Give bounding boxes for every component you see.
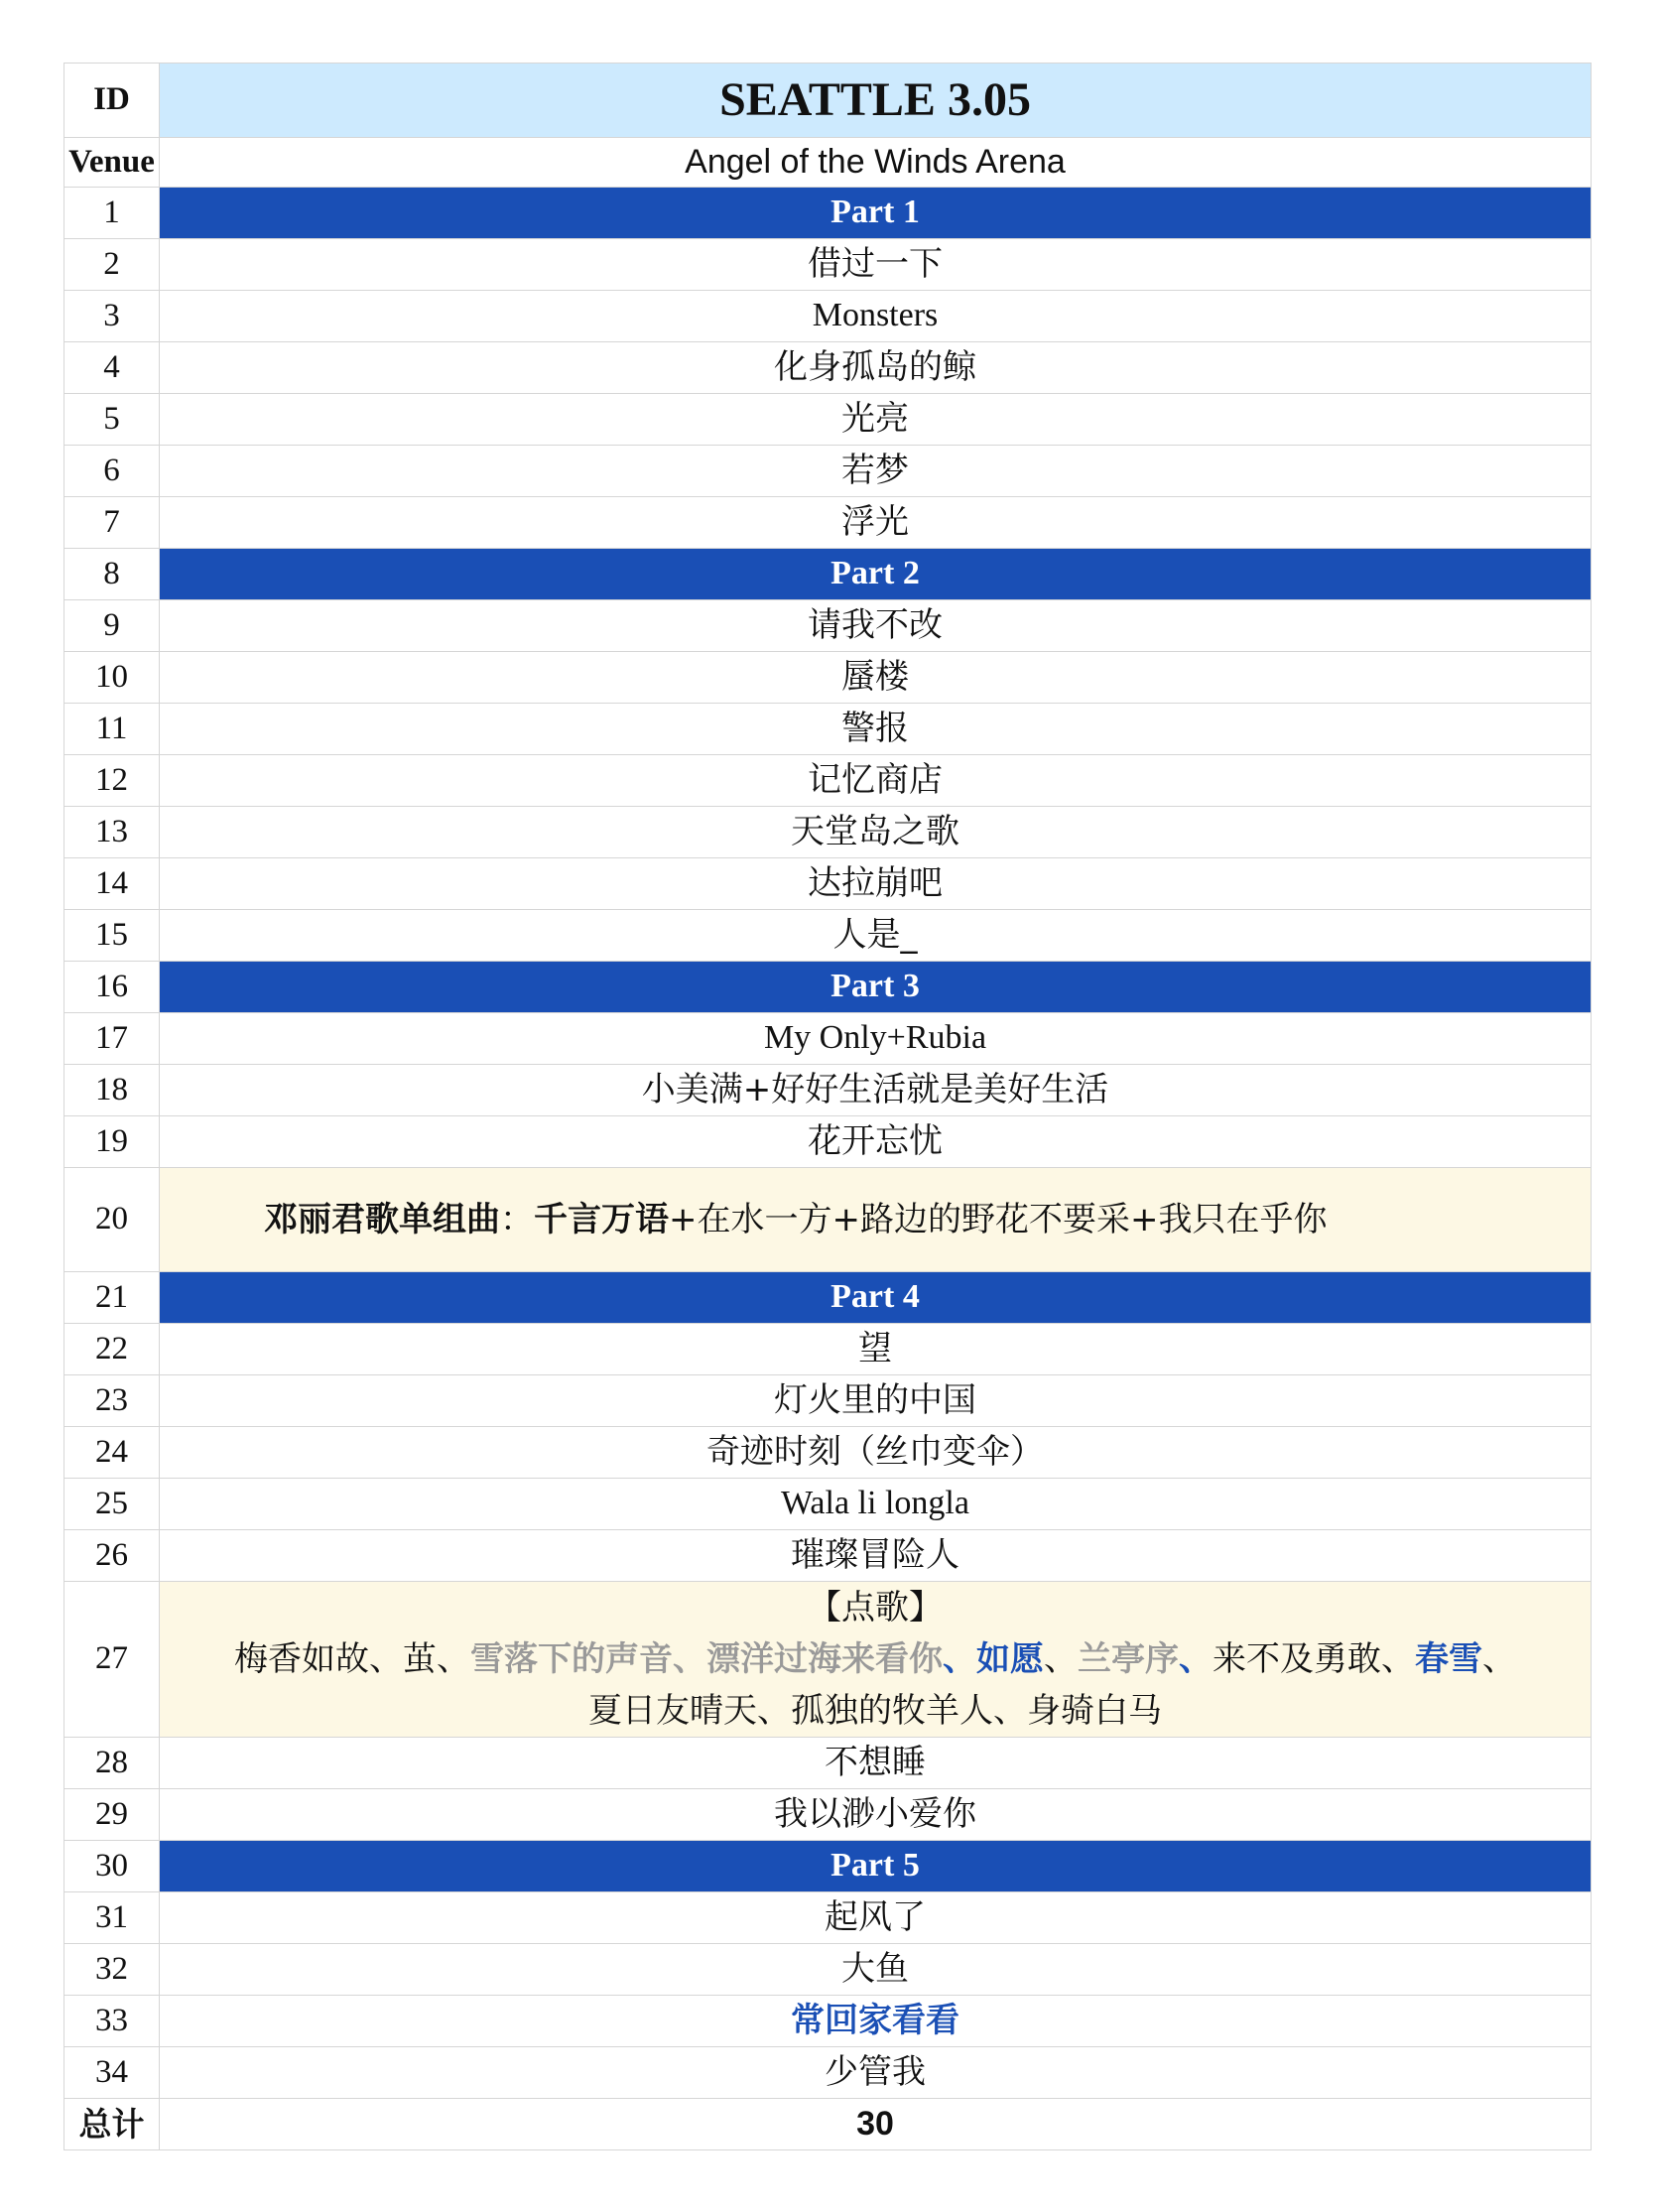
part-header: Part 3	[160, 962, 1592, 1013]
song-title: 人是_	[160, 910, 1592, 962]
row-id: 21	[64, 1272, 160, 1324]
song-row	[64, 1479, 1592, 1530]
song-row	[64, 1996, 1592, 2047]
title-row	[64, 64, 1592, 138]
song-title: 花开忘忧	[160, 1116, 1592, 1168]
medley-first-song: 千言万语	[534, 1199, 669, 1239]
setlist-table	[64, 63, 1592, 2150]
row-id: 5	[64, 394, 160, 446]
row-id: 23	[64, 1375, 160, 1427]
song-title: 请我不改	[160, 600, 1592, 652]
song-title: 借过一下	[160, 239, 1592, 291]
song-title: My Only+Rubia	[160, 1013, 1592, 1065]
song-title: 望	[160, 1324, 1592, 1375]
song-row	[64, 1944, 1592, 1996]
song-row	[64, 910, 1592, 962]
song-title: 我以渺小爱你	[160, 1789, 1592, 1841]
row-id: 27	[64, 1582, 160, 1738]
request-song-grey: 雪落下的声音、漂洋过海来看你	[470, 1639, 943, 1679]
request-cell	[160, 1582, 1592, 1738]
song-title: 起风了	[160, 1892, 1592, 1944]
row-id: 8	[64, 549, 160, 600]
row-id: 25	[64, 1479, 160, 1530]
part-row	[64, 1272, 1592, 1324]
row-id: 3	[64, 291, 160, 342]
song-row	[64, 446, 1592, 497]
row-id: 14	[64, 858, 160, 910]
song-title: 达拉崩吧	[160, 858, 1592, 910]
row-id: 30	[64, 1841, 160, 1892]
request-row	[64, 1582, 1592, 1738]
row-id: 22	[64, 1324, 160, 1375]
song-title-highlighted: 常回家看看	[160, 1996, 1592, 2047]
row-id: 7	[64, 497, 160, 549]
request-separator: 、	[1044, 1639, 1078, 1679]
request-songs	[160, 1633, 1591, 1685]
song-title: 记忆商店	[160, 755, 1592, 807]
song-row	[64, 1013, 1592, 1065]
medley-title: 邓丽君歌单组曲	[264, 1199, 500, 1239]
song-title: 少管我	[160, 2047, 1592, 2099]
row-id: 24	[64, 1427, 160, 1479]
song-row	[64, 239, 1592, 291]
row-id: 19	[64, 1116, 160, 1168]
part-row	[64, 962, 1592, 1013]
song-title: 蜃楼	[160, 652, 1592, 704]
song-title: 奇迹时刻（丝巾变伞）	[160, 1427, 1592, 1479]
request-separator: 、	[1482, 1639, 1516, 1679]
song-row	[64, 291, 1592, 342]
medley-cell	[160, 1168, 1592, 1272]
venue-name: Angel of the Winds Arena	[160, 138, 1592, 188]
song-title: 光亮	[160, 394, 1592, 446]
row-id: 20	[64, 1168, 160, 1272]
part-row	[64, 188, 1592, 239]
song-row	[64, 858, 1592, 910]
song-row	[64, 2047, 1592, 2099]
row-id: 13	[64, 807, 160, 858]
request-song-blue: 如愿	[976, 1639, 1044, 1679]
song-row	[64, 1116, 1592, 1168]
medley-separator: ：	[500, 1199, 534, 1239]
row-id: 12	[64, 755, 160, 807]
row-id: 34	[64, 2047, 160, 2099]
song-row	[64, 807, 1592, 858]
part-header: Part 2	[160, 549, 1592, 600]
song-row	[64, 600, 1592, 652]
venue-label: Venue	[64, 138, 160, 188]
row-id: 29	[64, 1789, 160, 1841]
row-id: 10	[64, 652, 160, 704]
row-id: 17	[64, 1013, 160, 1065]
row-id: 33	[64, 1996, 160, 2047]
request-separator: 、	[943, 1639, 976, 1679]
song-title: 小美满+好好生活就是美好生活	[160, 1065, 1592, 1116]
song-row	[64, 497, 1592, 549]
song-row	[64, 1892, 1592, 1944]
song-title: 不想睡	[160, 1738, 1592, 1789]
song-row	[64, 1375, 1592, 1427]
row-id: 6	[64, 446, 160, 497]
venue-row	[64, 138, 1592, 188]
song-row	[64, 1427, 1592, 1479]
row-id: 9	[64, 600, 160, 652]
row-id: 16	[64, 962, 160, 1013]
song-row	[64, 342, 1592, 394]
row-id: 1	[64, 188, 160, 239]
request-song-plain: 来不及勇敢、	[1213, 1639, 1415, 1679]
song-title: 大鱼	[160, 1944, 1592, 1996]
request-song-plain: 梅香如故、茧、	[234, 1639, 470, 1679]
part-header: Part 5	[160, 1841, 1592, 1892]
row-id: 18	[64, 1065, 160, 1116]
request-songs-line3: 夏日友晴天、孤独的牧羊人、身骑白马	[588, 1691, 1162, 1731]
song-title: Wala li longla	[160, 1479, 1592, 1530]
medley-row	[64, 1168, 1592, 1272]
song-title: 璀璨冒险人	[160, 1530, 1592, 1582]
song-row	[64, 1738, 1592, 1789]
song-title: 警报	[160, 704, 1592, 755]
request-song-grey: 兰亭序	[1078, 1639, 1179, 1679]
concert-title: SEATTLE 3.05	[160, 64, 1592, 138]
song-row	[64, 1065, 1592, 1116]
row-id: 4	[64, 342, 160, 394]
row-id: 26	[64, 1530, 160, 1582]
request-title: 【点歌】	[808, 1588, 943, 1627]
request-separator: 、	[1179, 1639, 1213, 1679]
row-id: 28	[64, 1738, 160, 1789]
song-title: 若梦	[160, 446, 1592, 497]
medley-songs: +在水一方+路边的野花不要采+我只在乎你	[669, 1199, 1328, 1239]
part-row	[64, 549, 1592, 600]
total-value: 30	[160, 2099, 1592, 2150]
song-title: Monsters	[160, 291, 1592, 342]
song-row	[64, 652, 1592, 704]
part-row	[64, 1841, 1592, 1892]
song-title: 浮光	[160, 497, 1592, 549]
row-id: 2	[64, 239, 160, 291]
song-row	[64, 1530, 1592, 1582]
song-row	[64, 704, 1592, 755]
song-title: 灯火里的中国	[160, 1375, 1592, 1427]
row-id: 32	[64, 1944, 160, 1996]
total-label: 总计	[64, 2099, 160, 2150]
row-id: 11	[64, 704, 160, 755]
setlist-sheet	[64, 63, 1592, 2150]
song-row	[64, 755, 1592, 807]
row-id: 31	[64, 1892, 160, 1944]
part-header: Part 4	[160, 1272, 1592, 1324]
song-row	[64, 394, 1592, 446]
request-song-blue: 春雪	[1415, 1639, 1482, 1679]
part-header: Part 1	[160, 188, 1592, 239]
song-row	[64, 1789, 1592, 1841]
song-title: 化身孤岛的鲸	[160, 342, 1592, 394]
row-id: 15	[64, 910, 160, 962]
song-title: 天堂岛之歌	[160, 807, 1592, 858]
id-header: ID	[64, 64, 160, 138]
song-row	[64, 1324, 1592, 1375]
total-row	[64, 2099, 1592, 2150]
